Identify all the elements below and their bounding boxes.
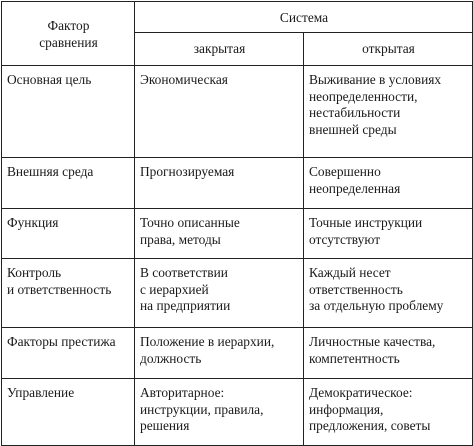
row-closed-cell: Экономическая — [135, 66, 304, 158]
header-open: открытая — [304, 33, 473, 66]
row-open-cell: Демократическое: информация, предложения, советы — [304, 379, 473, 446]
comparison-table — [1, 1, 473, 446]
row-open-cell: Совершенно неопределенная — [304, 158, 473, 209]
table-row — [2, 259, 473, 328]
table-row — [2, 379, 473, 446]
row-factor-cell: Управление — [2, 379, 135, 446]
row-open-cell: Каждый несет ответственность за отдельную проблему — [304, 259, 473, 328]
row-factor-cell: Внешняя среда — [2, 158, 135, 209]
row-factor-cell: Функция — [2, 209, 135, 259]
row-open-cell: Личностные качества, компетентность — [304, 328, 473, 379]
row-closed-cell: Положение в иерархии, должность — [135, 328, 304, 379]
table-row — [2, 328, 473, 379]
header-factor: Фактор сравнения — [2, 2, 135, 66]
row-open-cell: Выживание в условиях неопределенности, нестабильности внешней среды — [304, 66, 473, 158]
row-closed-cell: В соответствии с иерархией на предприятии — [135, 259, 304, 328]
row-closed-cell: Прогнозируемая — [135, 158, 304, 209]
row-closed-cell: Авторитарное: инструкции, правила, решения — [135, 379, 304, 446]
header-system: Система — [135, 2, 473, 33]
row-factor-cell: Факторы престижа — [2, 328, 135, 379]
table-row — [2, 66, 473, 158]
row-closed-cell: Точно описанные права, методы — [135, 209, 304, 259]
row-factor-cell: Основная цель — [2, 66, 135, 158]
row-open-cell: Точные инструкции отсутствуют — [304, 209, 473, 259]
table-row — [2, 158, 473, 209]
table-row — [2, 209, 473, 259]
header-row-1 — [2, 2, 473, 33]
row-factor-cell: Контроль и ответственность — [2, 259, 135, 328]
header-closed: закрытая — [135, 33, 304, 66]
